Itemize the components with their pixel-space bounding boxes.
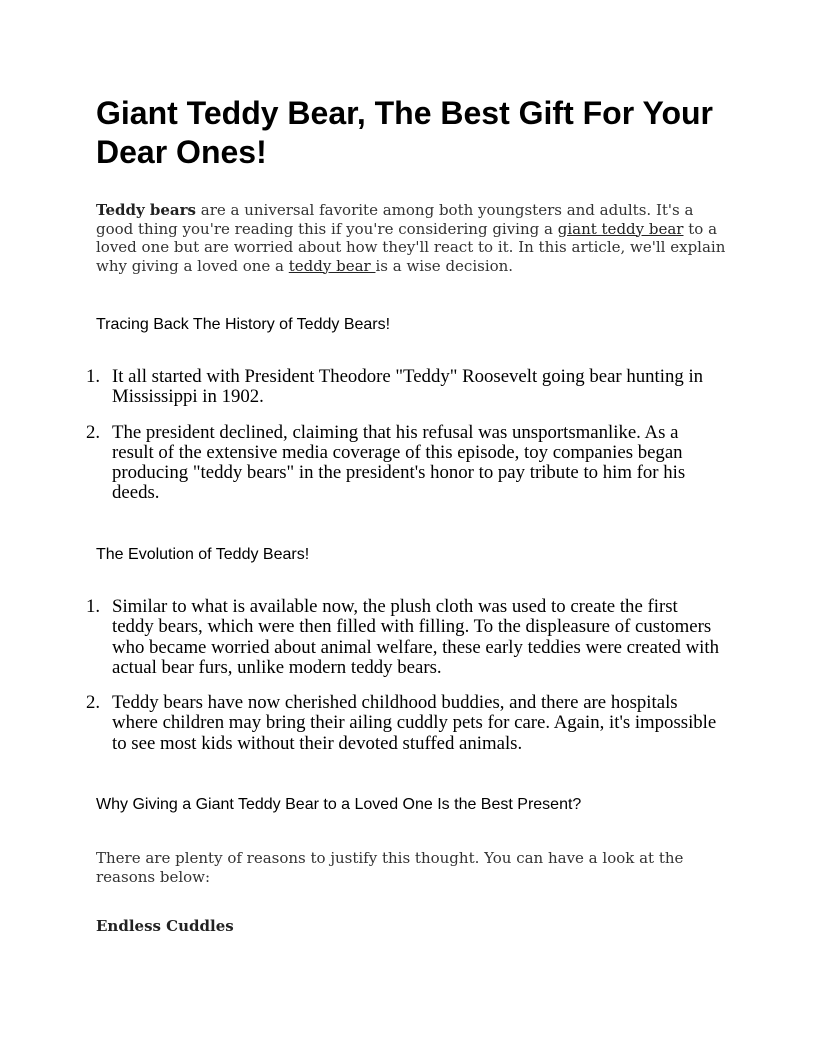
list-number: 1. <box>86 366 101 387</box>
intro-text-2: to a loved one but are worried about how they'll react to it. In this article, we'll explain why giving a loved one a <box>96 219 726 275</box>
list-item-text: Teddy bears have now cherished childhood buddies, and there are hospitals where children may bring their ailing cuddly pets for care. Again, it's impossible to see most kids without their devoted stuffed animals. <box>112 692 717 754</box>
intro-text-1: are a universal favorite among both youngsters and adults. It's a good thing you're reading this if you're considering giving a <box>96 201 694 238</box>
subheading-endless-cuddles: Endless Cuddles <box>96 917 234 935</box>
list-item-text: It all started with President Theodore "Teddy" Roosevelt going bear hunting in Mississippi in 1902. <box>112 366 704 408</box>
reasons-paragraph: There are plenty of reasons to justify this thought. You can have a look at the reasons below: <box>96 849 684 886</box>
article-title: Giant Teddy Bear, The Best Gift For Your Dear Ones! <box>96 95 713 170</box>
list-item-text: The president declined, claiming that his refusal was unsportsmanlike. As a result of the extensive media coverage of this episode, toy companies began producing "teddy bears" in the president's honor to pay tribute to him for his deeds. <box>112 421 686 504</box>
teddy-bear-link[interactable]: teddy bear <box>288 256 376 275</box>
intro-text-3: is a wise decision. <box>375 256 514 275</box>
giant-teddy-bear-link[interactable]: giant teddy bear <box>557 219 684 238</box>
intro-lead-bold: Teddy bears <box>96 201 196 219</box>
evolution-list <box>80 597 720 769</box>
list-number: 2. <box>86 421 101 443</box>
history-list <box>80 367 720 519</box>
section-heading-evolution: The Evolution of Teddy Bears! <box>96 546 310 563</box>
intro-paragraph <box>96 201 726 275</box>
section-heading-why: Why Giving a Giant Teddy Bear to a Loved One Is the Best Present? <box>96 796 582 813</box>
list-item <box>80 423 720 504</box>
list-number: 1. <box>86 596 101 617</box>
list-item <box>80 693 720 754</box>
list-item <box>80 597 720 678</box>
list-item <box>80 367 720 408</box>
list-item-text: Similar to what is available now, the plush cloth was used to create the first teddy bears, which were then filled with filling. To the displeasure of customers who became worried about animal welfare, these early teddies were created with actual bear furs, unlike modern teddy bears. <box>112 596 719 678</box>
section-heading-history: Tracing Back The History of Teddy Bears! <box>96 316 391 333</box>
list-number: 2. <box>86 692 101 714</box>
